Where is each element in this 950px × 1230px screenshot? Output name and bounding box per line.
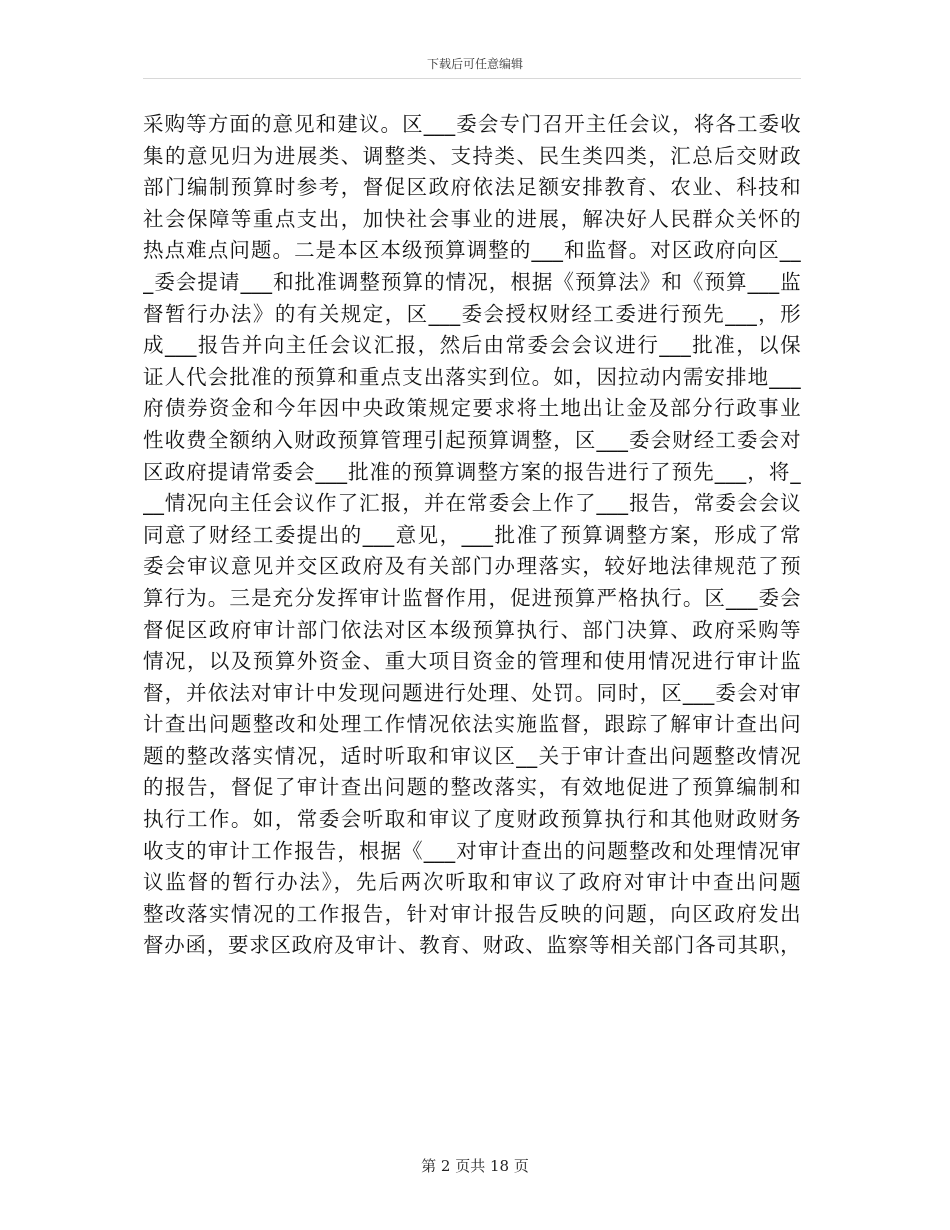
body-line: 督暂行办法》的有关规定，区___委会授权财经工委进行预先___，形 xyxy=(143,301,801,326)
body-line: 成___报告并向主任会议汇报，然后由常委会会议进行___批准，以保 xyxy=(143,333,801,358)
body-line: 的报告，督促了审计查出问题的整改落实，有效地促进了预算编制和 xyxy=(143,775,801,800)
body-line: __情况向主任会议作了汇报，并在常委会上作了___报告，常委会会议 xyxy=(143,491,801,516)
body-line: 委会审议意见并交区政府及有关部门办理落实，较好地法律规范了预 xyxy=(143,554,801,579)
page-header-note: 下载后可任意编辑 xyxy=(426,57,523,71)
body-line: 督办函，要求区政府及审计、教育、财政、监察等相关部门各司其职， xyxy=(143,933,801,958)
body-line: 采购等方面的意见和建议。区___委会专门召开主任会议，将各工委收 xyxy=(143,112,801,136)
body-line: 同意了财经工委提出的___意见，___批准了预算调整方案，形成了常 xyxy=(143,522,801,547)
body-line: 情况，以及预算外资金、重大项目资金的管理和使用情况进行审计监 xyxy=(143,649,801,674)
body-line: 整改落实情况的工作报告，针对审计报告反映的问题，向区政府发出 xyxy=(143,901,801,926)
body-line: 督，并依法对审计中发现问题进行处理、处罚。同时，区___委会对审 xyxy=(143,680,801,705)
body-line: 区政府提请常委会___批准的预算调整方案的报告进行了预先___，将_ xyxy=(143,459,801,484)
body-line: 算行为。三是充分发挥审计监督作用，促进预算严格执行。区___委会 xyxy=(143,585,801,610)
body-line: _委会提请___和批准调整预算的情况，根据《预算法》和《预算___监 xyxy=(143,269,801,294)
body-line: 府债券资金和今年因中央政策规定要求将土地出让金及部分行政事业 xyxy=(143,396,801,421)
header-divider xyxy=(143,78,801,79)
document-body xyxy=(143,109,801,962)
body-line: 性收费全额纳入财政预算管理引起预算调整，区___委会财经工委会对 xyxy=(143,427,801,452)
body-line: 议监督的暂行办法》，先后两次听取和审议了政府对审计中查出问题 xyxy=(143,870,801,895)
body-line: 部门编制预算时参考，督促区政府依法足额安排教育、农业、科技和 xyxy=(143,175,801,200)
body-line: 计查出问题整改和处理工作情况依法实施监督，跟踪了解审计查出问 xyxy=(143,712,801,737)
body-line: 社会保障等重点支出，加快社会事业的进展，解决好人民群众关怀的 xyxy=(143,206,801,231)
body-line: 收支的审计工作报告，根据《___对审计查出的问题整改和处理情况审 xyxy=(143,838,801,863)
page-number: 第 2 页共 18 页 xyxy=(421,1157,529,1175)
body-line: 证人代会批准的预算和重点支出落实到位。如，因拉动内需安排地___ xyxy=(143,364,801,389)
body-line: 热点难点问题。二是本区本级预算调整的___和监督。对区政府向区__ xyxy=(143,238,801,263)
body-line: 督促区政府审计部门依法对区本级预算执行、部门决算、政府采购等 xyxy=(143,617,801,642)
body-line: 执行工作。如，常委会听取和审议了度财政预算执行和其他财政财务 xyxy=(143,807,801,832)
body-line: 集的意见归为进展类、调整类、支持类、民生类四类，汇总后交财政 xyxy=(143,143,801,168)
body-line: 题的整改落实情况，适时听取和审议区__关于审计查出问题整改情况 xyxy=(143,743,801,768)
